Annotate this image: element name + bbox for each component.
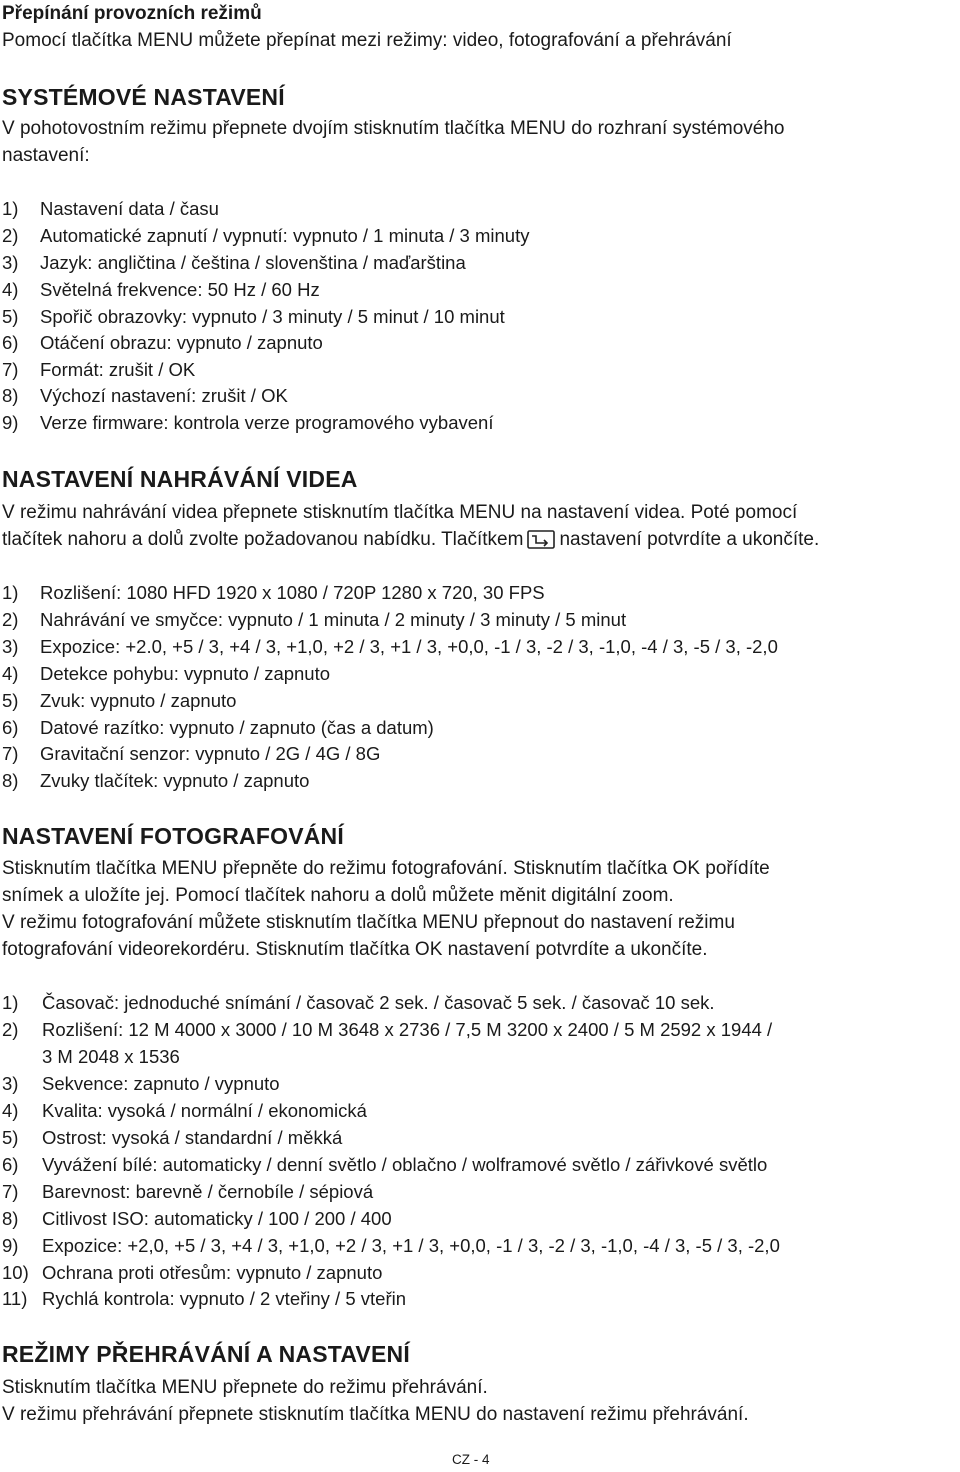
list-item: 4) Kvalita: vysoká / normální / ekonomická: [2, 1100, 367, 1121]
list-item: 8) Zvuky tlačítek: vypnuto / zapnuto: [2, 770, 310, 791]
video-settings-heading: NASTAVENÍ NAHRÁVÁNÍ VIDEA: [2, 466, 358, 492]
list-item: 5) Ostrost: vysoká / standardní / měkká: [2, 1127, 343, 1148]
list-item: 1) Časovač: jednoduché snímání / časovač 2 sek. / časovač 5 sek. / časovač 10 sek.: [2, 992, 715, 1013]
list-item: 1) Nastavení data / času: [2, 198, 219, 219]
photo-settings-intro-3: V režimu fotografování můžete stisknutím tlačítka MENU přepnout do nastavení režimu: [2, 912, 735, 933]
list-item: 3) Jazyk: angličtina / čeština / slovenština / maďarština: [2, 252, 466, 273]
mode-switch-title: Přepínání provozních režimů: [2, 3, 262, 24]
list-item: 6) Otáčení obrazu: vypnuto / zapnuto: [2, 332, 323, 353]
photo-settings-intro-2: snímek a uložíte jej. Pomocí tlačítek nahoru a dolů můžete měnit digitální zoom.: [2, 885, 674, 906]
video-settings-intro-1: V režimu nahrávání videa přepnete stisknutím tlačítka MENU na nastavení videa. Poté pomocí: [2, 502, 798, 523]
list-item: 5) Spořič obrazovky: vypnuto / 3 minuty / 5 minut / 10 minut: [2, 306, 505, 327]
list-item: 10) Ochrana proti otřesům: vypnuto / zapnuto: [2, 1262, 383, 1283]
list-item: 8) Citlivost ISO: automaticky / 100 / 200 / 400: [2, 1208, 392, 1229]
list-item: 1) Rozlišení: 1080 HFD 1920 x 1080 / 720P 1280 x 720, 30 FPS: [2, 582, 545, 603]
list-item: 2) Automatické zapnutí / vypnutí: vypnuto / 1 minuta / 3 minuty: [2, 225, 530, 246]
list-item: 11) Rychlá kontrola: vypnuto / 2 vteřiny / 5 vteřin: [2, 1288, 407, 1309]
ok-button-icon: [527, 530, 555, 549]
photo-settings-intro-1: Stisknutím tlačítka MENU přepněte do režimu fotografování. Stisknutím tlačítka OK pořídíte: [2, 858, 770, 879]
list-item: 3) Sekvence: zapnuto / vypnuto: [2, 1073, 280, 1094]
playback-settings-heading: REŽIMY PŘEHRÁVÁNÍ A NASTAVENÍ: [2, 1341, 410, 1367]
system-settings-intro-1: V pohotovostním režimu přepnete dvojím stisknutím tlačítka MENU do rozhraní systémového: [2, 118, 785, 139]
list-item: 2) Rozlišení: 12 M 4000 x 3000 / 10 M 3648 x 2736 / 7,5 M 3200 x 2400 / 5 M 2592 x 1944 /: [2, 1019, 773, 1040]
list-item: 9) Expozice: +2,0, +5 / 3, +4 / 3, +1,0, +2 / 3, +1 / 3, +0,0, -1 / 3, -2 / 3, -1,0, -4 / 3, -5 / 3, -2,0: [2, 1235, 780, 1256]
list-item: 8) Výchozí nastavení: zrušit / OK: [2, 385, 288, 406]
list-item: 7) Formát: zrušit / OK: [2, 359, 196, 380]
photo-settings-heading: NASTAVENÍ FOTOGRAFOVÁNÍ: [2, 823, 344, 849]
list-item: 7) Gravitační senzor: vypnuto / 2G / 4G / 8G: [2, 743, 381, 764]
list-item: 6) Datové razítko: vypnuto / zapnuto (čas a datum): [2, 717, 434, 738]
playback-settings-line-1: Stisknutím tlačítka MENU přepnete do režimu přehrávání.: [2, 1377, 488, 1398]
mode-switch-text: Pomocí tlačítka MENU můžete přepínat mezi režimy: video, fotografování a přehrávání: [2, 30, 732, 51]
system-settings-heading: SYSTÉMOVÉ NASTAVENÍ: [2, 84, 285, 110]
list-item: 3 M 2048 x 1536: [42, 1046, 180, 1067]
video-settings-intro-2: tlačítek nahoru a dolů zvolte požadovanou nabídku. Tlačítkem nastavení potvrdíte a ukončíte.: [2, 529, 820, 550]
list-item: 3) Expozice: +2.0, +5 / 3, +4 / 3, +1,0, +2 / 3, +1 / 3, +0,0, -1 / 3, -2 / 3, -1,0, -4 / 3, -5 / 3, -2,0: [2, 636, 778, 657]
list-item: 9) Verze firmware: kontrola verze programového vybavení: [2, 412, 494, 433]
page-number: CZ - 4: [452, 1452, 490, 1467]
system-settings-intro-2: nastavení:: [2, 145, 90, 166]
list-item: 6) Vyvážení bílé: automaticky / denní světlo / oblačno / wolframové světlo / zářivkové světlo: [2, 1154, 768, 1175]
list-item: 4) Detekce pohybu: vypnuto / zapnuto: [2, 663, 331, 684]
list-item: 5) Zvuk: vypnuto / zapnuto: [2, 690, 237, 711]
playback-settings-line-2: V režimu přehrávání přepnete stisknutím tlačítka MENU do nastavení režimu přehrávání.: [2, 1404, 749, 1425]
photo-settings-intro-4: fotografování videorekordéru. Stisknutím tlačítka OK nastavení potvrdíte a ukončíte.: [2, 939, 708, 960]
list-item: 4) Světelná frekvence: 50 Hz / 60 Hz: [2, 279, 320, 300]
list-item: 2) Nahrávání ve smyčce: vypnuto / 1 minuta / 2 minuty / 3 minuty / 5 minut: [2, 609, 627, 630]
list-item: 7) Barevnost: barevně / černobíle / sépiová: [2, 1181, 374, 1202]
